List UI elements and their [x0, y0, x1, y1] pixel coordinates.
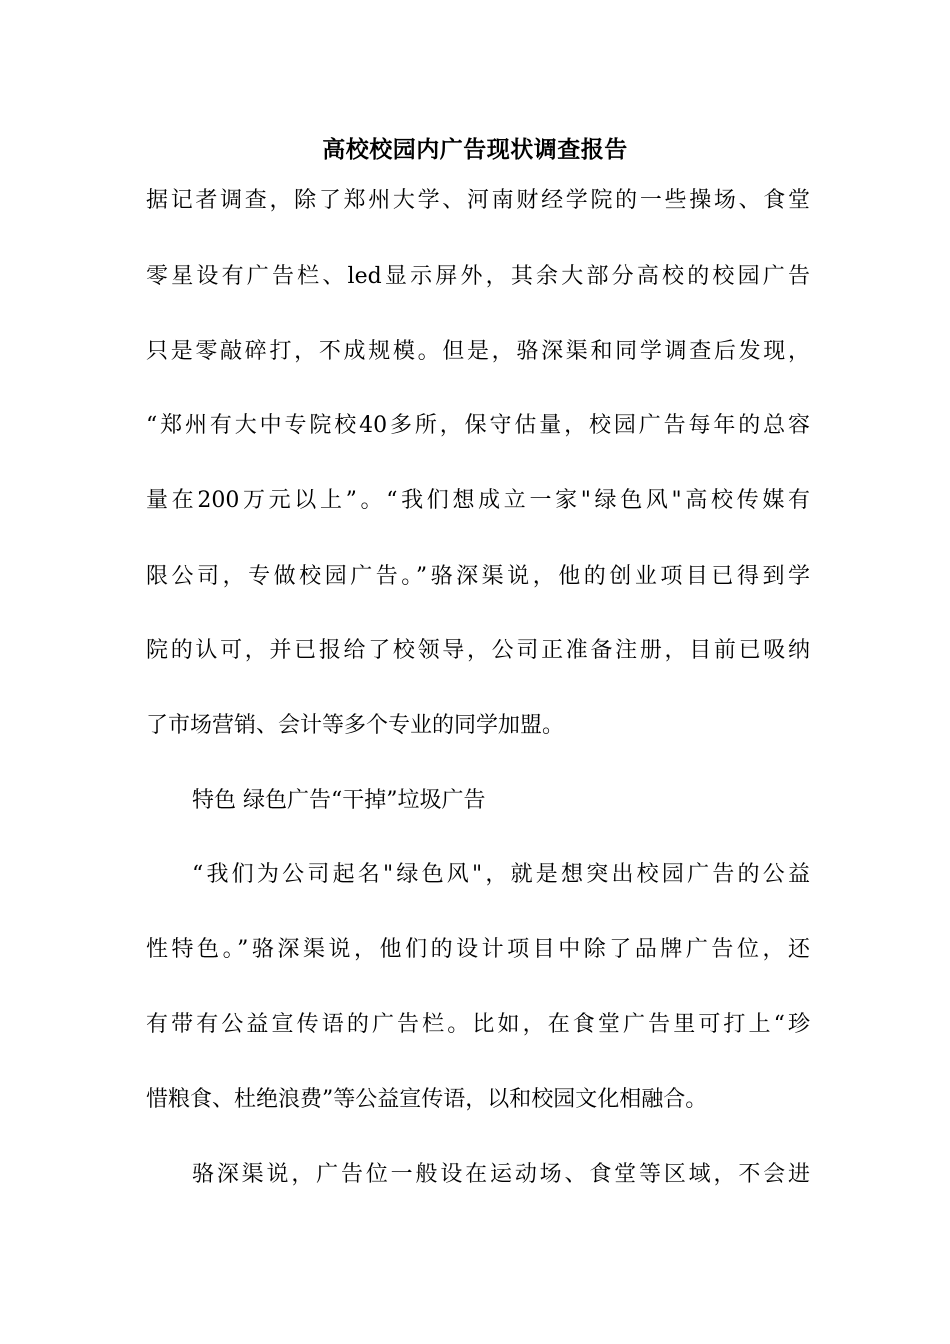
paragraph-line: 据记者调查，除了郑州大学、河南财经学院的一些操场、食堂	[146, 188, 810, 213]
paragraph-line: 零星设有广告栏、led显示屏外，其余大部分高校的校园广告	[146, 264, 810, 289]
paragraph-line: 惜粮食、杜绝浪费”等公益宣传语，以和校园文化相融合。	[146, 1087, 708, 1112]
paragraph-line: 了市场营销、会计等多个专业的同学加盟。	[146, 713, 565, 738]
document-title: 高校校园内广告现状调查报告	[322, 136, 628, 163]
paragraph-line: 限公司，专做校园广告。”骆深渠说，他的创业项目已得到学	[146, 564, 810, 589]
paragraph-line: “郑州有大中专院校40多所，保守估量，校园广告每年的总容	[146, 413, 810, 438]
paragraph-line: 只是零敲碎打，不成规模。但是，骆深渠和同学调查后发现，	[146, 339, 810, 364]
paragraph-line: 院的认可，并已报给了校领导，公司正准备注册，目前已吸纳	[146, 638, 810, 663]
section-heading: 特色 绿色广告“干掉”垃圾广告	[192, 788, 486, 813]
paragraph-line: 骆深渠说，广告位一般设在运动场、食堂等区域，不会进	[192, 1162, 810, 1187]
paragraph-line: 有带有公益宣传语的广告栏。比如，在食堂广告里可打上“珍	[146, 1012, 810, 1037]
paragraph-line: 量在200万元以上”。“我们想成立一家"绿色风"高校传媒有	[146, 488, 810, 513]
paragraph-line: 性特色。”骆深渠说，他们的设计项目中除了品牌广告位，还	[146, 937, 810, 962]
paragraph-line: “我们为公司起名"绿色风"，就是想突出校园广告的公益	[192, 862, 810, 887]
